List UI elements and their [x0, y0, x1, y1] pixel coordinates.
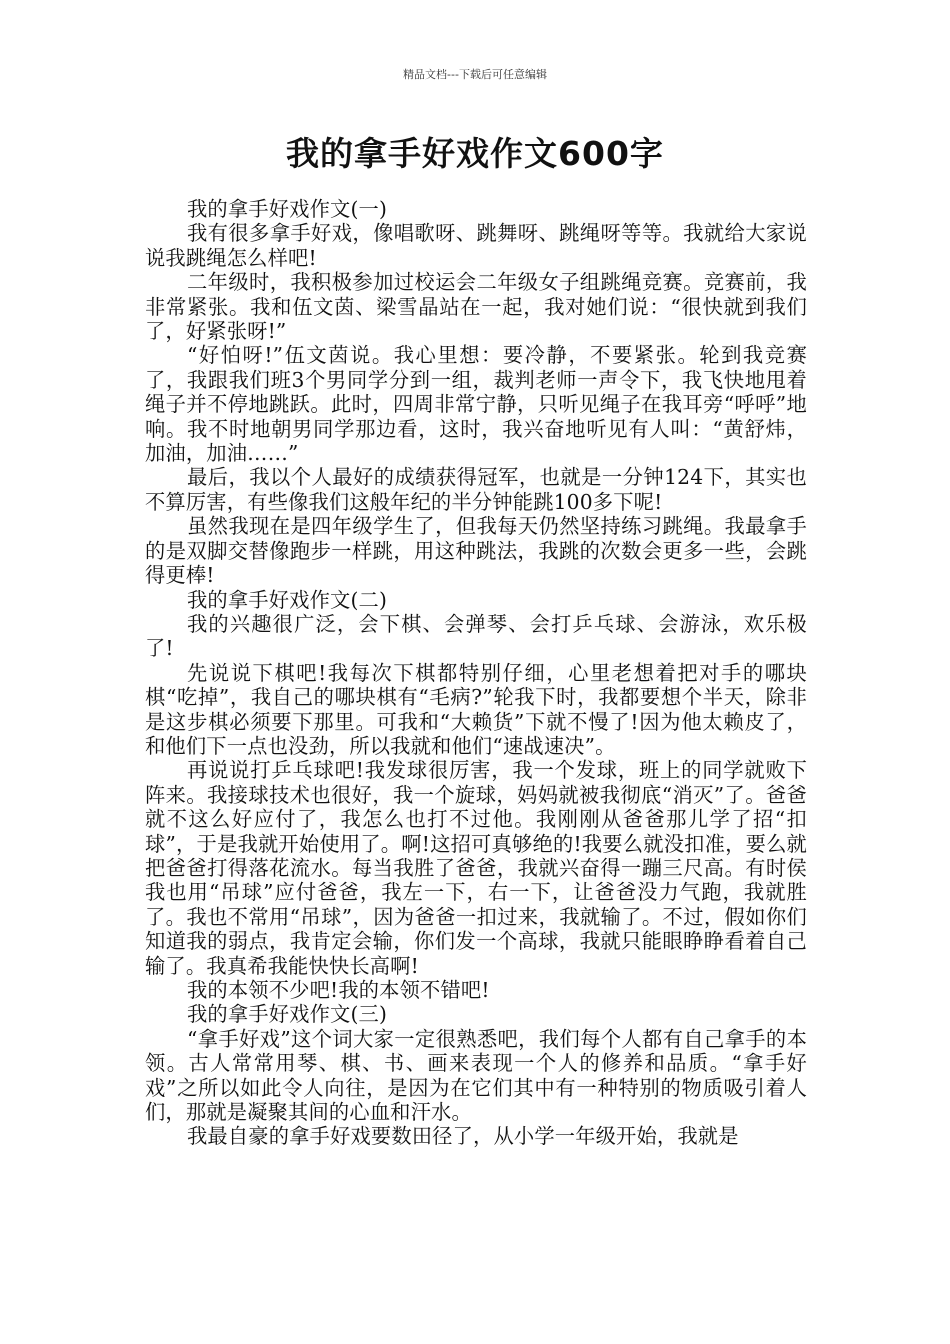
paragraph: “拿手好戏”这个词大家一定很熟悉吧，我们每个人都有自己拿手的本领。古人常常用琴、棋、书、画来表现一个人的修养和品质。“拿手好戏”之所以如此令人向往，是因为在它们其中有一种特别的物质吸引着人们，那就是凝聚其间的心血和汗水。	[145, 1026, 807, 1125]
paragraph: 二年级时，我积极参加过校运会二年级女子组跳绳竞赛。竞赛前，我非常紧张。我和伍文茵、梁雪晶站在一起，我对她们说：“很快就到我们了，好紧张呀!”	[145, 270, 807, 344]
paragraph: “好怕呀!”伍文茵说。我心里想：要冷静，不要紧张。轮到我竞赛了，我跟我们班3个男同学分到一组，裁判老师一声令下，我飞快地甩着绳子并不停地跳跃。此时，四周非常宁静，只听见绳子在我耳旁“呼呼”地响。我不时地朝男同学那边看，这时，我兴奋地听见有人叫：“黄舒炜，加油，加油……”	[145, 343, 807, 466]
paragraph: 我的拿手好戏作文(二)	[187, 587, 388, 612]
paragraph: 虽然我现在是四年级学生了，但我每天仍然坚持练习跳绳。我最拿手的是双脚交替像跑步一样跳，用这种跳法，我跳的次数会更多一些，会跳得更棒!	[145, 514, 807, 588]
paragraph: 我的拿手好戏作文(三)	[187, 1002, 388, 1027]
page-title: 我的拿手好戏作文600字	[286, 134, 664, 173]
paragraph: 我的拿手好戏作文(一)	[187, 197, 388, 221]
paragraph: 再说说打乒乓球吧!我发球很厉害，我一个发球，班上的同学就败下阵来。我接球技术也很好，我一个旋球，妈妈就被我彻底“消灭”了。爸爸就不这么好应付了，我怎么也打不过他。我刚刚从爸爸那儿学了招“扣球”，于是我就开始使用了。啊!这招可真够绝的!我要么就没扣准，要么就把爸爸打得落花流水。每当我胜了爸爸，我就兴奋得一蹦三尺高。有时侯我也用“吊球”应付爸爸，我左一下，右一下，让爸爸没力气跑，我就胜了。我也不常用“吊球”，因为爸爸一扣过来，我就输了。不过，假如你们知道我的弱点，我肯定会输，你们发一个高球，我就只能眼睁睁看着自己输了。我真希我能快快长高啊!	[145, 758, 807, 978]
paragraph: 最后，我以个人最好的成绩获得冠军，也就是一分钟124下，其实也不算厉害，有些像我们这般年纪的半分钟能跳100多下呢!	[145, 465, 807, 514]
paragraph: 我的本领不少吧!我的本领不错吧!	[187, 978, 490, 1002]
paragraph: 我的兴趣很广泛，会下棋、会弹琴、会打乒乓球、会游泳，欢乐极了!	[145, 611, 807, 661]
paragraph: 先说说下棋吧!我每次下棋都特别仔细，心里老想着把对手的哪块棋“吃掉”，我自己的哪块棋有“毛病?”轮我下时，我都要想个半天，除非是这步棋必须要下那里。可我和“大赖货”下就不慢了!因为他太赖皮了，和他们下一点也没劲，所以我就和他们“速战速决”。	[145, 660, 807, 758]
paragraph: 我最自豪的拿手好戏要数田径了，从小学一年级开始，我就是	[187, 1124, 739, 1149]
paragraph: 我有很多拿手好戏，像唱歌呀、跳舞呀、跳绳呀等等。我就给大家说说我跳绳怎么样吧!	[145, 221, 807, 270]
header-note: 精品文档---下载后可任意编辑	[403, 68, 547, 81]
document-body	[145, 197, 807, 1149]
